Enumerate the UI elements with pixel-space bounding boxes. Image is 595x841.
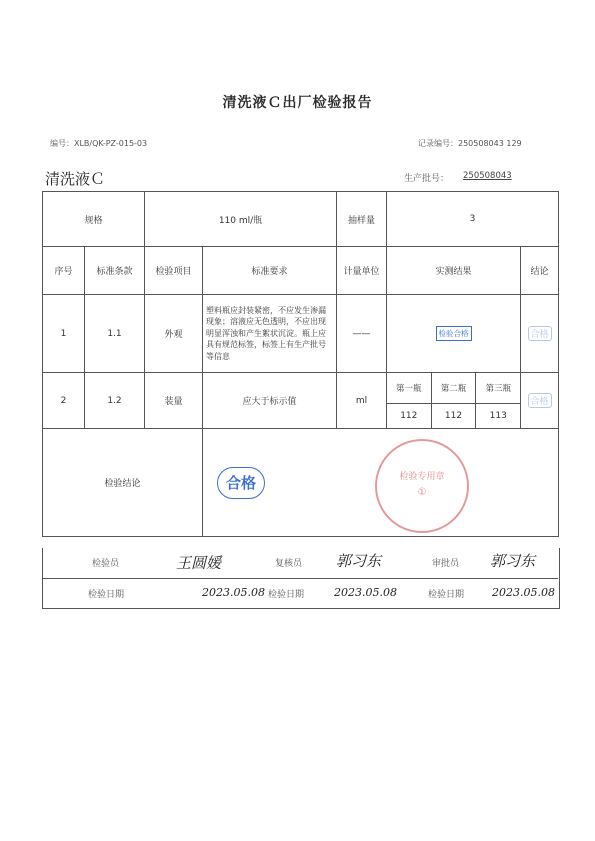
column-header-item: 检验项目 bbox=[145, 247, 203, 295]
seal-number: ① bbox=[417, 487, 427, 498]
table-header-row bbox=[43, 247, 559, 295]
row-no: 2 bbox=[43, 373, 85, 429]
result-header-2: 第二瓶 bbox=[431, 373, 476, 403]
row-clause: 1.1 bbox=[85, 295, 145, 373]
conclusion-stamp: 合格 bbox=[528, 326, 552, 341]
row-no: 1 bbox=[43, 295, 85, 373]
inspect-date-label: 检验日期 bbox=[88, 590, 125, 600]
signature-divider bbox=[42, 578, 558, 579]
pass-stamp: 合格 bbox=[217, 467, 265, 499]
conclusion-row bbox=[43, 429, 559, 537]
column-header-no: 序号 bbox=[43, 247, 85, 295]
spec-label: 规格 bbox=[43, 192, 145, 247]
inspect-date: 2023.05.08 bbox=[202, 586, 265, 599]
spec-value: 110 ml/瓶 bbox=[145, 192, 337, 247]
column-header-clause: 标准条款 bbox=[85, 247, 145, 295]
conclusion-label: 检验结论 bbox=[43, 429, 203, 537]
row-result bbox=[387, 373, 521, 429]
result-subtable bbox=[387, 373, 520, 428]
row-clause: 1.2 bbox=[85, 373, 145, 429]
column-header-unit: 计量单位 bbox=[337, 247, 387, 295]
conclusion-stamp: 合格 bbox=[528, 393, 552, 408]
row-conclusion bbox=[521, 295, 559, 373]
result-value-2: 112 bbox=[431, 403, 476, 428]
table-row bbox=[43, 295, 559, 373]
reviewer-signature: 郭习东 bbox=[336, 552, 382, 570]
row-conclusion bbox=[521, 373, 559, 429]
seal-text: 检验专用章 bbox=[399, 472, 445, 482]
table-row bbox=[43, 373, 559, 429]
approver-signature: 郭习东 bbox=[490, 552, 536, 570]
result-header-1: 第一瓶 bbox=[387, 373, 431, 403]
inspection-seal bbox=[375, 439, 469, 533]
report-title: 清洗液Ｃ出厂检验报告 bbox=[222, 95, 373, 111]
record-number: 记录编号：250508043 129 bbox=[418, 139, 522, 148]
row-item: 装量 bbox=[145, 373, 203, 429]
inspection-table bbox=[42, 191, 559, 537]
result-value-1: 112 bbox=[387, 403, 431, 428]
column-header-conclusion: 结论 bbox=[521, 247, 559, 295]
row-result bbox=[387, 295, 521, 373]
inspector-label: 检验员 bbox=[92, 559, 120, 569]
approve-date-label: 检验日期 bbox=[428, 590, 465, 600]
column-header-requirement: 标准要求 bbox=[203, 247, 337, 295]
conclusion-cell bbox=[203, 429, 559, 537]
result-header-3: 第三瓶 bbox=[476, 373, 520, 403]
review-date: 2023.05.08 bbox=[334, 586, 397, 599]
row-item: 外观 bbox=[145, 295, 203, 373]
sample-value: 3 bbox=[387, 192, 559, 247]
inspector-signature: 王圆媛 bbox=[176, 554, 222, 572]
row-requirement: 塑料瓶应封装紧密，不应发生渗漏现象；溶液应无色透明，不应出现明显浑浊和产生絮状沉淀。瓶上应具有规范标签，标签上有生产批号等信息 bbox=[203, 295, 337, 373]
column-header-result: 实测结果 bbox=[387, 247, 521, 295]
reviewer-label: 复核员 bbox=[275, 559, 303, 569]
document-number: 编号：XLB/QK-PZ-015-03 bbox=[50, 139, 148, 148]
sample-label: 抽样量 bbox=[337, 192, 387, 247]
row-unit: ml bbox=[337, 373, 387, 429]
product-name: 清洗液Ｃ bbox=[45, 170, 106, 188]
result-value-3: 113 bbox=[476, 403, 520, 428]
review-date-label: 检验日期 bbox=[268, 590, 305, 600]
spec-row bbox=[43, 192, 559, 247]
batch-label: 生产批号： bbox=[404, 174, 450, 184]
row-unit: —— bbox=[337, 295, 387, 373]
batch-number: 250508043 bbox=[463, 171, 512, 181]
row-requirement: 应大于标示值 bbox=[203, 373, 337, 429]
result-stamp: 检验合格 bbox=[436, 326, 472, 341]
approver-label: 审批员 bbox=[432, 559, 460, 569]
approve-date: 2023.05.08 bbox=[492, 586, 555, 599]
